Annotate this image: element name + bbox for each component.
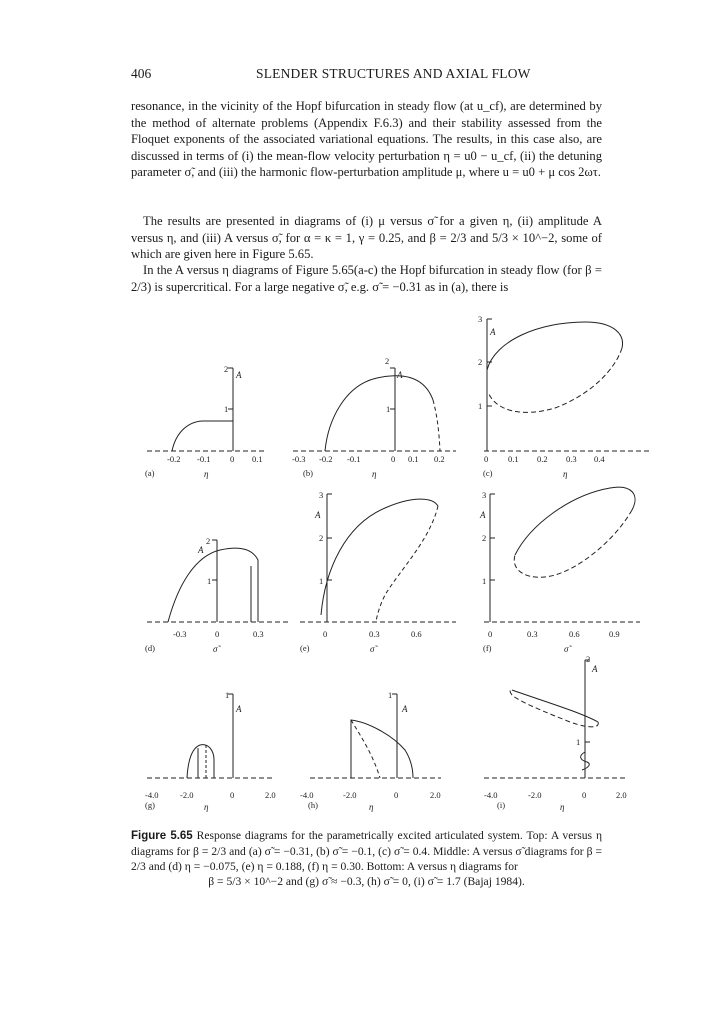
y-tick: 3 (482, 490, 487, 500)
x-tick: -0.2 (319, 454, 333, 464)
response-curve (172, 421, 233, 451)
x-tick: -2.0 (343, 790, 357, 800)
x-tick: 0 (230, 454, 235, 464)
y-tick: 1 (386, 404, 391, 414)
x-variable: η (372, 469, 377, 479)
x-tick: -4.0 (484, 790, 498, 800)
panel-label: (d) (145, 643, 155, 653)
axis-label-A: A (198, 545, 204, 555)
page-number: 406 (131, 66, 152, 81)
x-variable: η (563, 469, 568, 479)
panel-f (479, 487, 640, 654)
x-variable: η (369, 802, 374, 812)
panel-c (478, 314, 650, 479)
x-tick: 0.1 (508, 454, 519, 464)
panel-e (300, 490, 456, 654)
x-tick: 2.0 (430, 790, 441, 800)
panel-label: (h) (308, 800, 318, 810)
panel-g (145, 690, 276, 812)
panel-label: (a) (145, 468, 155, 478)
response-curve-unstable (351, 720, 380, 778)
x-tick: 0.4 (594, 454, 605, 464)
axis-label-A: A (315, 510, 321, 520)
x-tick: 0.3 (369, 629, 380, 639)
panel-a (145, 364, 265, 479)
response-curve (168, 548, 258, 622)
panel-label: (f) (483, 643, 492, 653)
x-tick: -0.1 (347, 454, 361, 464)
axis-label-A: A (490, 327, 496, 337)
x-tick: 0.2 (537, 454, 548, 464)
response-curve-stable (325, 376, 433, 451)
y-tick: 2 (319, 533, 324, 543)
x-tick: 0.3 (566, 454, 577, 464)
panel-label: (i) (497, 800, 506, 810)
running-title: SLENDER STRUCTURES AND AXIAL FLOW (256, 66, 531, 81)
x-tick: -2.0 (528, 790, 542, 800)
axis-label-A: A (236, 370, 242, 380)
x-tick: 0.9 (609, 629, 620, 639)
x-tick: -0.3 (173, 629, 187, 639)
axis-label-A: A (402, 704, 408, 714)
response-curve-stable (321, 499, 438, 615)
paragraph-2: The results are presented in diagrams of (i) μ versus σ̃ for a given η, (ii) amplitude A versus η, and (iii) A versus σ̃, for α = κ = 1, γ = 0.25, and β = 2/3 and 5/3 × 10^−2, some of which are given here in Figure 5.65. (131, 214, 602, 261)
panel-label: (e) (300, 643, 310, 653)
y-tick: 1 (478, 401, 483, 411)
x-variable: η (204, 802, 209, 812)
y-tick: 2 (385, 356, 390, 366)
y-tick: 3 (319, 490, 324, 500)
x-variable: η (560, 802, 565, 812)
x-tick: -0.1 (197, 454, 211, 464)
x-variable: η (204, 469, 209, 479)
panel-h (300, 690, 441, 812)
y-tick: 2 (586, 654, 591, 664)
x-tick: 0 (582, 790, 587, 800)
y-tick: 2 (206, 536, 211, 546)
panel-label: (g) (145, 800, 155, 810)
y-tick: 1 (482, 576, 487, 586)
limit-cycle-stable (515, 487, 635, 555)
y-tick: 2 (478, 357, 483, 367)
y-tick: 1 (225, 690, 230, 700)
panel-label: (b) (303, 468, 313, 478)
x-variable: σ̃ (213, 644, 218, 654)
panel-d (145, 536, 288, 654)
x-tick: 0 (230, 790, 235, 800)
x-variable: σ̃ (370, 644, 375, 654)
caption-label: Figure 5.65 (131, 830, 193, 842)
y-tick: 1 (224, 404, 229, 414)
caption-text-line2: β = 5/3 × 10^−2 and (g) σ̃ ≈ −0.3, (h) σ̃ = 0, (i) σ̃ = 1.7 (Bajaj 1984). (208, 875, 525, 888)
x-tick: 2.0 (265, 790, 276, 800)
axis-label-A: A (480, 510, 486, 520)
limit-cycle-unstable (514, 510, 632, 577)
x-tick: 0.3 (253, 629, 264, 639)
panel-label: (c) (483, 468, 493, 478)
y-tick: 1 (388, 690, 393, 700)
axis-label-A: A (236, 704, 242, 714)
x-tick: -4.0 (145, 790, 159, 800)
x-tick: 0.6 (569, 629, 580, 639)
x-tick: -0.2 (167, 454, 181, 464)
x-tick: 0 (484, 454, 489, 464)
axis-label-A: A (592, 664, 598, 674)
y-tick: 1 (319, 576, 324, 586)
x-tick: 0 (391, 454, 396, 464)
y-tick: 2 (224, 364, 229, 374)
x-tick: -0.3 (292, 454, 306, 464)
x-tick: 0 (394, 790, 399, 800)
y-tick: 3 (478, 314, 483, 324)
paragraph-3: In the A versus η diagrams of Figure 5.65(a-c) the Hopf bifurcation in steady flow (for β = 2/3) is supercritical. For a large negative σ̃, e.g. σ̃ = −0.31 as in (a), there is (131, 263, 602, 294)
response-curve-unstable (376, 506, 438, 622)
x-variable: σ̃ (564, 644, 569, 654)
panel-i (484, 654, 627, 812)
response-curve (187, 745, 214, 778)
response-curve (351, 720, 413, 778)
y-tick: 1 (207, 576, 212, 586)
x-tick: 0.2 (434, 454, 445, 464)
x-tick: 0 (323, 629, 328, 639)
y-tick: 1 (576, 737, 581, 747)
limit-cycle-stable (487, 322, 623, 370)
x-tick: 0.1 (252, 454, 263, 464)
x-tick: 0 (488, 629, 493, 639)
response-curve-unstable (433, 400, 440, 451)
figure-caption (131, 828, 602, 889)
x-tick: 0.3 (527, 629, 538, 639)
x-tick: 0.1 (408, 454, 419, 464)
x-tick: 0.6 (411, 629, 422, 639)
x-tick: -2.0 (180, 790, 194, 800)
x-tick: 0 (215, 629, 220, 639)
x-tick: -4.0 (300, 790, 314, 800)
paragraph-1: resonance, in the vicinity of the Hopf bifurcation in steady flow (at u_cf), are determined by the method of alternate problems (Appendix F.6.3) and their stability assessed from the Floquet exponents of the associated variational equations. The results, in this case also, are discussed in terms of (i) the mean-flow velocity perturbation η = u0 − u_cf, (ii) the detuning parameter σ̃, and (iii) the harmonic flow-perturbation amplitude μ, where u = u0 + μ cos 2ωτ. (131, 99, 602, 179)
x-tick: 2.0 (616, 790, 627, 800)
axis-label-A: A (397, 370, 403, 380)
limit-cycle-unstable (488, 348, 622, 412)
caption-text: Response diagrams for the parametrically excited articulated system. Top: A versus η diagrams for β = 2/3 and (a) σ̃ = −0.31, (b) σ̃ = −0.1, (c) σ̃ = 0.4. Middle: A versus σ̃ diagrams for β = 2/3 and (d) η = −0.075, (e) η = 0.188, (f) η = 0.30. Bottom: A versus η diagrams for (131, 829, 603, 873)
panel-b (292, 356, 456, 479)
y-tick: 2 (482, 533, 487, 543)
